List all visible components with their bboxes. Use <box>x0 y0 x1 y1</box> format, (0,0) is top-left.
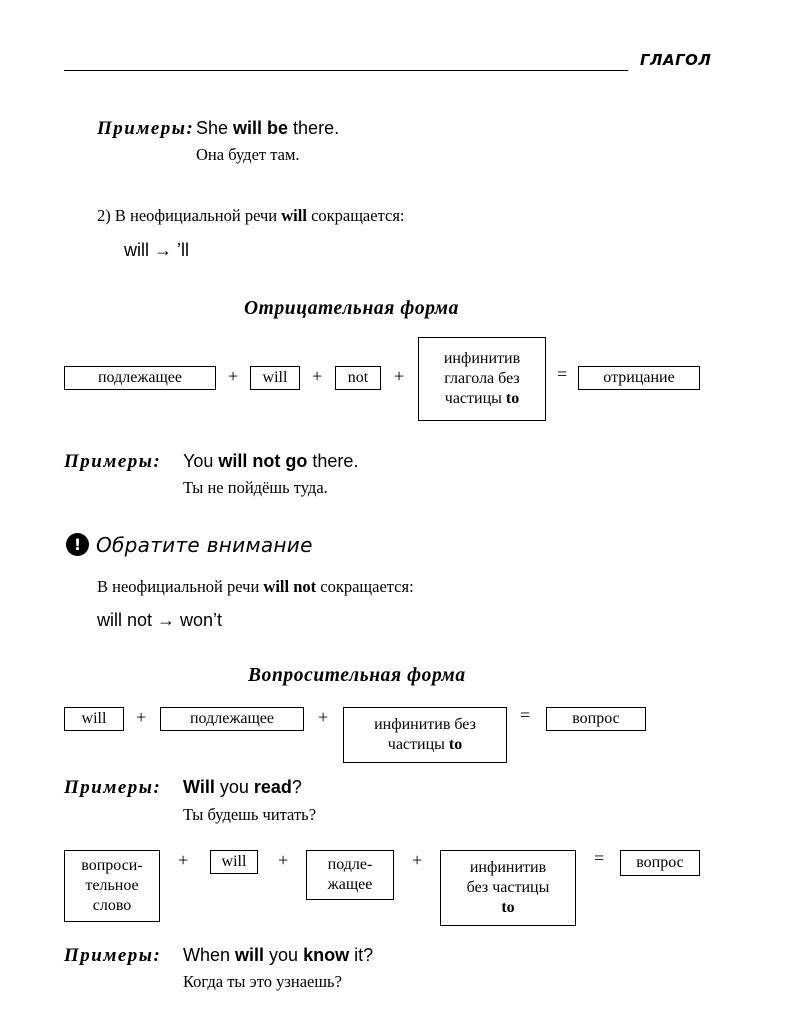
examples-label: Примеры: <box>64 451 162 472</box>
rule-point-2: 2) В неофициальной речи will сокращается: <box>97 206 405 225</box>
examples-label: Примеры: <box>64 945 162 966</box>
examples-label: Примеры: <box>64 777 162 798</box>
example-english: You will not go there. <box>183 451 359 471</box>
formula-box-question: вопрос <box>546 707 646 731</box>
plus-sign: + <box>228 366 239 386</box>
example-english: Will you read? <box>183 777 302 797</box>
exclamation-icon: ! <box>66 533 89 556</box>
contraction-will-not: will not → won’t <box>97 610 223 630</box>
formula-box-not: not <box>335 366 381 390</box>
plus-sign: + <box>318 707 329 727</box>
example-russian: Она будет там. <box>196 145 300 164</box>
formula-box-negation: отрицание <box>578 366 700 390</box>
header-rule <box>64 70 628 71</box>
plus-sign: + <box>178 850 189 870</box>
attention-text: В неофициальной речи will not сокращается: <box>97 577 414 596</box>
formula-box-infinitive: инфинитив без частицы to <box>343 707 507 763</box>
plus-sign: + <box>278 850 289 870</box>
formula-box-question: вопрос <box>620 850 700 876</box>
formula-box-will: will <box>210 850 258 874</box>
plus-sign: + <box>394 366 405 386</box>
section-heading-question: Вопросительная форма <box>248 665 466 686</box>
example-russian: Когда ты это узнаешь? <box>183 972 342 991</box>
formula-box-question-word: вопроси- тельное слово <box>64 850 160 922</box>
formula-box-infinitive: инфинитив глагола без частицы to <box>418 337 546 421</box>
example-english: She will be there. <box>196 118 340 138</box>
formula-box-infinitive: инфинитив без частицы to <box>440 850 576 926</box>
example-russian: Ты будешь читать? <box>183 805 317 824</box>
equals-sign: = <box>520 705 531 725</box>
plus-sign: + <box>412 850 423 870</box>
formula-box-subject: подле- жащее <box>306 850 394 900</box>
plus-sign: + <box>312 366 323 386</box>
example-russian: Ты не пойдёшь туда. <box>183 478 328 497</box>
section-heading-negative: Отрицательная форма <box>244 298 459 319</box>
formula-box-subject: подлежащее <box>64 366 216 390</box>
example-english: When will you know it? <box>183 945 374 965</box>
formula-box-will: will <box>250 366 300 390</box>
attention-title: Обратите внимание <box>96 533 313 557</box>
plus-sign: + <box>136 707 147 727</box>
examples-label: Примеры: <box>97 118 195 139</box>
running-header-title: ГЛАГОЛ <box>640 51 712 69</box>
equals-sign: = <box>594 848 605 868</box>
contraction-will: will → ’ll <box>124 240 189 260</box>
equals-sign: = <box>557 364 568 384</box>
formula-box-will: will <box>64 707 124 731</box>
formula-box-subject: подлежащее <box>160 707 304 731</box>
